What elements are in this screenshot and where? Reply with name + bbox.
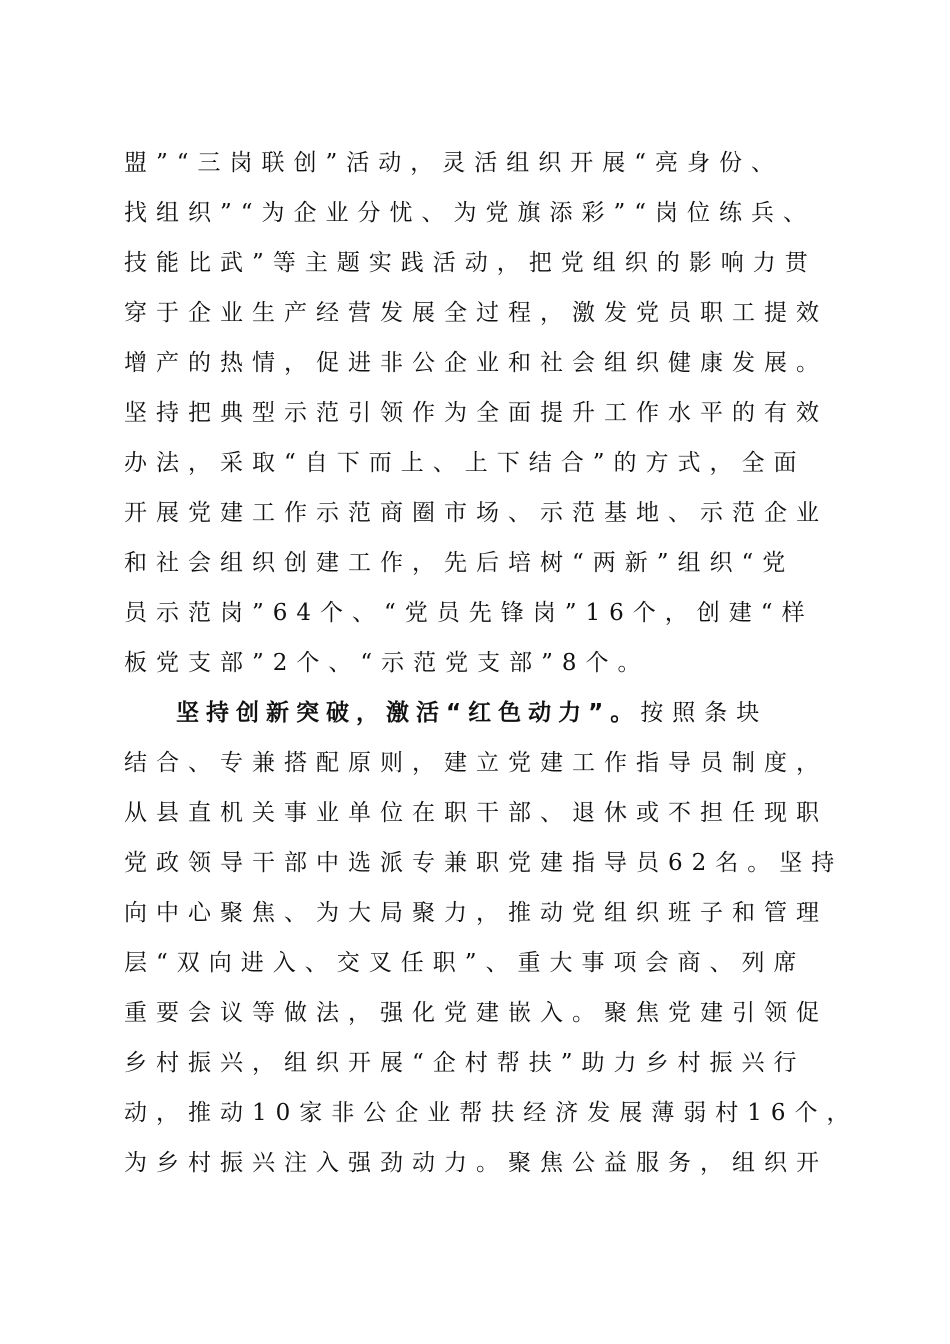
section-heading-continuation: 按照条块 — [640, 700, 769, 726]
paragraph-line: 坚持把典型示范引领作为全面提升工作水平的有效 — [124, 400, 828, 426]
paragraph-line: 穿于企业生产经营发展全过程，激发党员职工提效 — [124, 300, 828, 326]
paragraph-line: 结合、专兼搭配原则，建立党建工作指导员制度， — [124, 750, 828, 776]
paragraph-line: 层“双向进入、交叉任职”、重大事项会商、列席 — [124, 950, 806, 976]
paragraph-line: 党政领导干部中选派专兼职党建指导员62名。坚持 — [124, 850, 844, 876]
paragraph-line: 重要会议等做法，强化党建嵌入。聚焦党建引领促 — [124, 1000, 828, 1026]
paragraph-line: 从县直机关事业单位在职干部、退休或不担任现职 — [124, 800, 828, 826]
paragraph-line: 增产的热情，促进非公企业和社会组织健康发展。 — [124, 350, 828, 376]
paragraph-line: 向中心聚焦、为大局聚力，推动党组织班子和管理 — [124, 900, 828, 926]
paragraph-line: 开展党建工作示范商圈市场、示范基地、示范企业 — [124, 500, 828, 526]
paragraph-line: 为乡村振兴注入强劲动力。聚焦公益服务，组织开 — [124, 1150, 828, 1176]
section-first-line — [176, 693, 950, 733]
paragraph-line: 板党支部”2个、“示范党支部”8个。 — [124, 650, 650, 676]
paragraph-line: 找组织”“为企业分忧、为党旗添彩”“岗位练兵、 — [124, 200, 816, 226]
paragraph-line: 办法，采取“自下而上、上下结合”的方式，全面 — [124, 450, 806, 476]
paragraph-line: 乡村振兴，组织开展“企村帮扶”助力乡村振兴行 — [124, 1050, 806, 1076]
paragraph-line: 和社会组织创建工作，先后培树“两新”组织“党 — [124, 550, 795, 576]
paragraph-line: 技能比武”等主题实践活动，把党组织的影响力贯 — [124, 250, 817, 276]
paragraph-line: 盟”“三岗联创”活动，灵活组织开展“亮身份、 — [124, 150, 784, 176]
paragraph-line: 动，推动10家非公企业帮扶经济发展薄弱村16个， — [124, 1100, 859, 1126]
section-heading: 坚持创新突破，激活“红色动力”。 — [176, 700, 641, 726]
paragraph-line: 员示范岗”64个、“党员先锋岗”16个，创建“样 — [124, 600, 814, 626]
